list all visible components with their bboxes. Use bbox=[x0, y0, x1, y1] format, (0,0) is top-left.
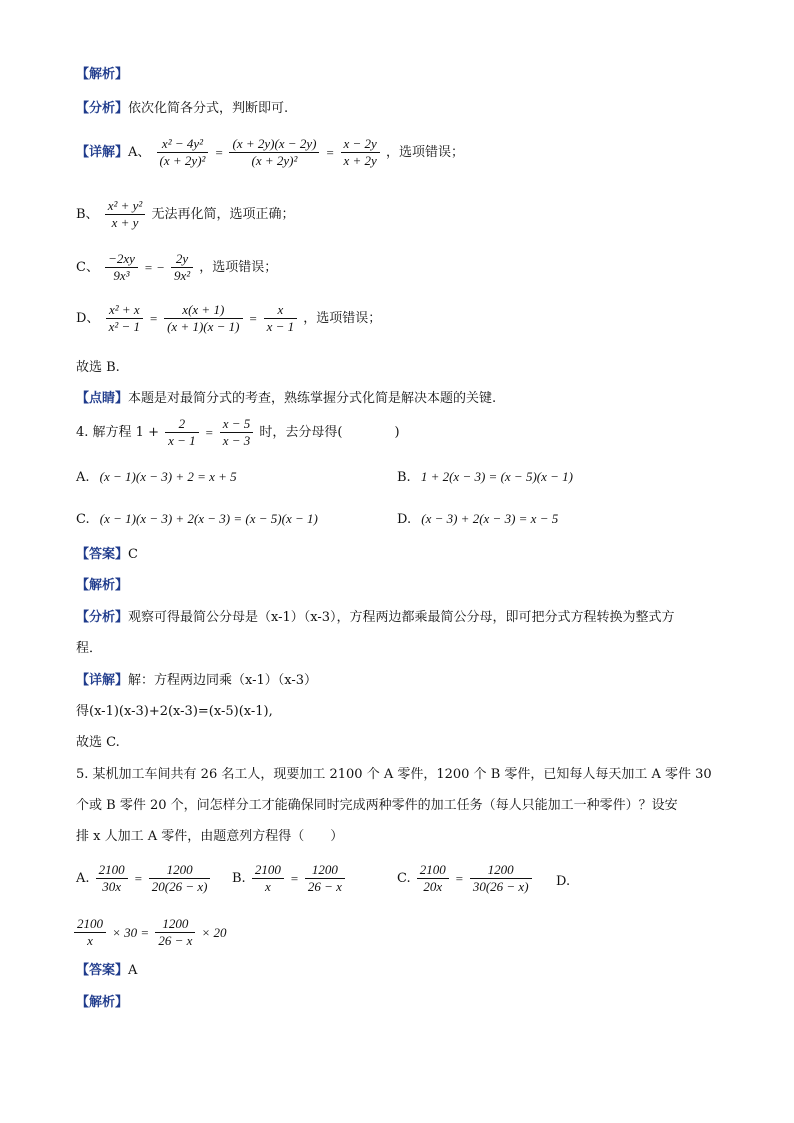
q4-option-d bbox=[397, 510, 558, 529]
detail-text: 解：方程两边同乘（x-1）（x-3） bbox=[128, 673, 318, 688]
option-c-text: (x − 1)(x − 3) + 2(x − 3) = (x − 5)(x − 1) bbox=[99, 511, 318, 526]
equals-sign: = bbox=[133, 870, 143, 886]
remark-text: 本题是对最简分式的考查，熟练掌握分式化简是解决本题的关键. bbox=[128, 391, 497, 406]
analysis-line bbox=[76, 100, 288, 118]
equals-sign: = bbox=[204, 424, 214, 440]
option-a-verdict: ，选项错误； bbox=[385, 144, 464, 160]
option-b-label: B、 bbox=[76, 206, 99, 222]
option-c-verdict: ，选项错误； bbox=[199, 259, 278, 275]
analysis-tag: 【分析】 bbox=[76, 101, 129, 116]
q4-stem bbox=[76, 416, 400, 449]
equals-sign: = bbox=[454, 870, 464, 886]
detail-option-d bbox=[76, 302, 381, 335]
times-twenty: × 20 bbox=[201, 924, 227, 940]
fraction: $\frac{1200}{26 - x}$ bbox=[305, 862, 345, 895]
fraction: $\frac{2100}{20x}$ bbox=[417, 862, 449, 895]
fraction: $\frac{\text{x² − 4y²}}{\text{(x + 2y)²}}$ bbox=[157, 136, 209, 169]
equals-sign: = bbox=[289, 870, 299, 886]
option-b-label: B. bbox=[397, 470, 411, 485]
option-b-label: B. bbox=[232, 870, 246, 886]
fraction: $\frac{1200}{30(26 - x)}$ bbox=[470, 862, 532, 895]
remark-tag: 【点睛】 bbox=[76, 391, 129, 406]
option-a-text: (x − 1)(x − 3) + 2 = x + 5 bbox=[99, 469, 237, 484]
detail-option-a bbox=[76, 136, 464, 169]
fraction: $\frac{x(x + 1)}{(x + 1)(x - 1)}$ bbox=[164, 302, 242, 335]
option-c-label: C. bbox=[76, 512, 90, 527]
detail-option-b bbox=[76, 198, 294, 231]
q4-stem-end: 时，去分母得( ) bbox=[259, 424, 400, 440]
option-a-label: A. bbox=[76, 470, 90, 485]
q5-stem-line-1: 5. 某机加工车间共有 26 名工人，现要加工 2100 个 A 零件，1200 个 B 零件，已知每人每天加工 A 零件 30 bbox=[76, 767, 712, 782]
q5-answer bbox=[76, 962, 137, 980]
equals-sign: = bbox=[149, 310, 158, 326]
analysis-text: 依次化简各分式，判断即可. bbox=[128, 101, 289, 116]
jiexi-heading: 【解析】 bbox=[76, 995, 129, 1010]
times-equals: × 30 = bbox=[112, 924, 150, 940]
fraction: $\frac{2100}{30x}$ bbox=[96, 862, 128, 895]
option-c-label: C. bbox=[397, 870, 411, 886]
q5-option-d bbox=[72, 916, 227, 949]
option-d-label: D. bbox=[397, 512, 412, 527]
q4-option-c bbox=[76, 510, 318, 529]
option-d-verdict: ，选项错误； bbox=[303, 310, 382, 326]
analysis-tag: 【分析】 bbox=[76, 610, 129, 625]
q5-option-a bbox=[76, 862, 212, 895]
q4-answer bbox=[76, 546, 138, 564]
detail-option-c bbox=[76, 251, 277, 284]
fraction: $\frac{x - 5}{x - 3}$ bbox=[220, 416, 254, 449]
q4-result: 得(x-1)(x-3)+2(x-3)=(x-5)(x-1), bbox=[76, 704, 273, 719]
analysis-text: 观察可得最简公分母是（x-1）（x-3），方程两边都乘最简公分母，即可把分式方程转换为整式方 bbox=[128, 610, 675, 625]
remark-line bbox=[76, 390, 496, 408]
q4-analysis bbox=[76, 609, 675, 627]
q4-analysis-cont: 程． bbox=[76, 641, 103, 656]
answer-value: A bbox=[128, 963, 138, 978]
q5-stem-line-3: 排 x 人加工 A 零件，由题意列方程得（ ） bbox=[76, 829, 344, 844]
fraction: $\frac{\text{x² + y²}}{x + y}$ bbox=[105, 198, 146, 231]
option-b-text: 1 + 2(x − 3) = (x − 5)(x − 1) bbox=[420, 469, 573, 484]
fraction: $\frac{1200}{20(26 - x)}$ bbox=[149, 862, 211, 895]
equals-sign: = bbox=[214, 144, 224, 160]
q5-stem-line-2: 个或 B 零件 20 个，问怎样分工才能确保同时完成两种零件的加工任务（每人只能加工一种零件）？设安 bbox=[76, 798, 678, 813]
option-d-label: D、 bbox=[76, 310, 100, 326]
jiexi-heading: 【解析】 bbox=[76, 578, 129, 593]
fraction: $\frac{2}{x - 1}$ bbox=[165, 416, 199, 449]
fraction: $\frac{(x + 2y)(x - 2y)}{\text{(x + 2y)²}}$ bbox=[229, 136, 319, 169]
detail-tag: 【详解】 bbox=[76, 144, 129, 160]
option-c-label: C、 bbox=[76, 259, 99, 275]
conclusion: 故选 C. bbox=[76, 735, 120, 750]
equals-sign: = bbox=[248, 310, 258, 326]
q4-stem-start: 4. 解方程 1 + bbox=[76, 424, 159, 440]
fraction: $\frac{2100}{x}$ bbox=[252, 862, 284, 895]
option-a-label: A. bbox=[76, 870, 90, 886]
fraction: $\frac{x - 2y}{x + 2y}$ bbox=[341, 136, 380, 169]
fraction: $\frac{1200}{26 - x}$ bbox=[155, 916, 195, 949]
answer-tag: 【答案】 bbox=[76, 547, 129, 562]
fraction: $\frac{2y}{\text{9x²}}$ bbox=[171, 251, 193, 284]
q5-option-b bbox=[232, 862, 347, 895]
q5-option-c bbox=[397, 862, 534, 895]
q4-detail bbox=[76, 672, 317, 690]
q5-option-d-label bbox=[556, 873, 570, 891]
option-d-text: (x − 3) + 2(x − 3) = x − 5 bbox=[421, 511, 559, 526]
option-a-label: A、 bbox=[128, 144, 151, 160]
answer-tag: 【答案】 bbox=[76, 963, 129, 978]
fraction: $\frac{x}{x - 1}$ bbox=[264, 302, 298, 335]
q4-option-b bbox=[397, 468, 573, 487]
detail-tag: 【详解】 bbox=[76, 673, 129, 688]
answer-value: C bbox=[128, 547, 138, 562]
equals-sign: = bbox=[325, 144, 335, 160]
equals-minus: = − bbox=[144, 259, 165, 275]
option-d-label: D. bbox=[556, 874, 571, 889]
q4-option-a bbox=[76, 468, 237, 487]
option-b-verdict: 无法再化简，选项正确； bbox=[151, 206, 295, 222]
jiexi-heading: 【解析】 bbox=[76, 67, 129, 82]
fraction: $\frac{\text{x² + x}}{\text{x² − 1}}$ bbox=[106, 302, 143, 335]
conclusion: 故选 B. bbox=[76, 360, 120, 375]
fraction: $\frac{-2xy}{\text{9x³}}$ bbox=[105, 251, 138, 284]
fraction: $\frac{2100}{x}$ bbox=[74, 916, 106, 949]
